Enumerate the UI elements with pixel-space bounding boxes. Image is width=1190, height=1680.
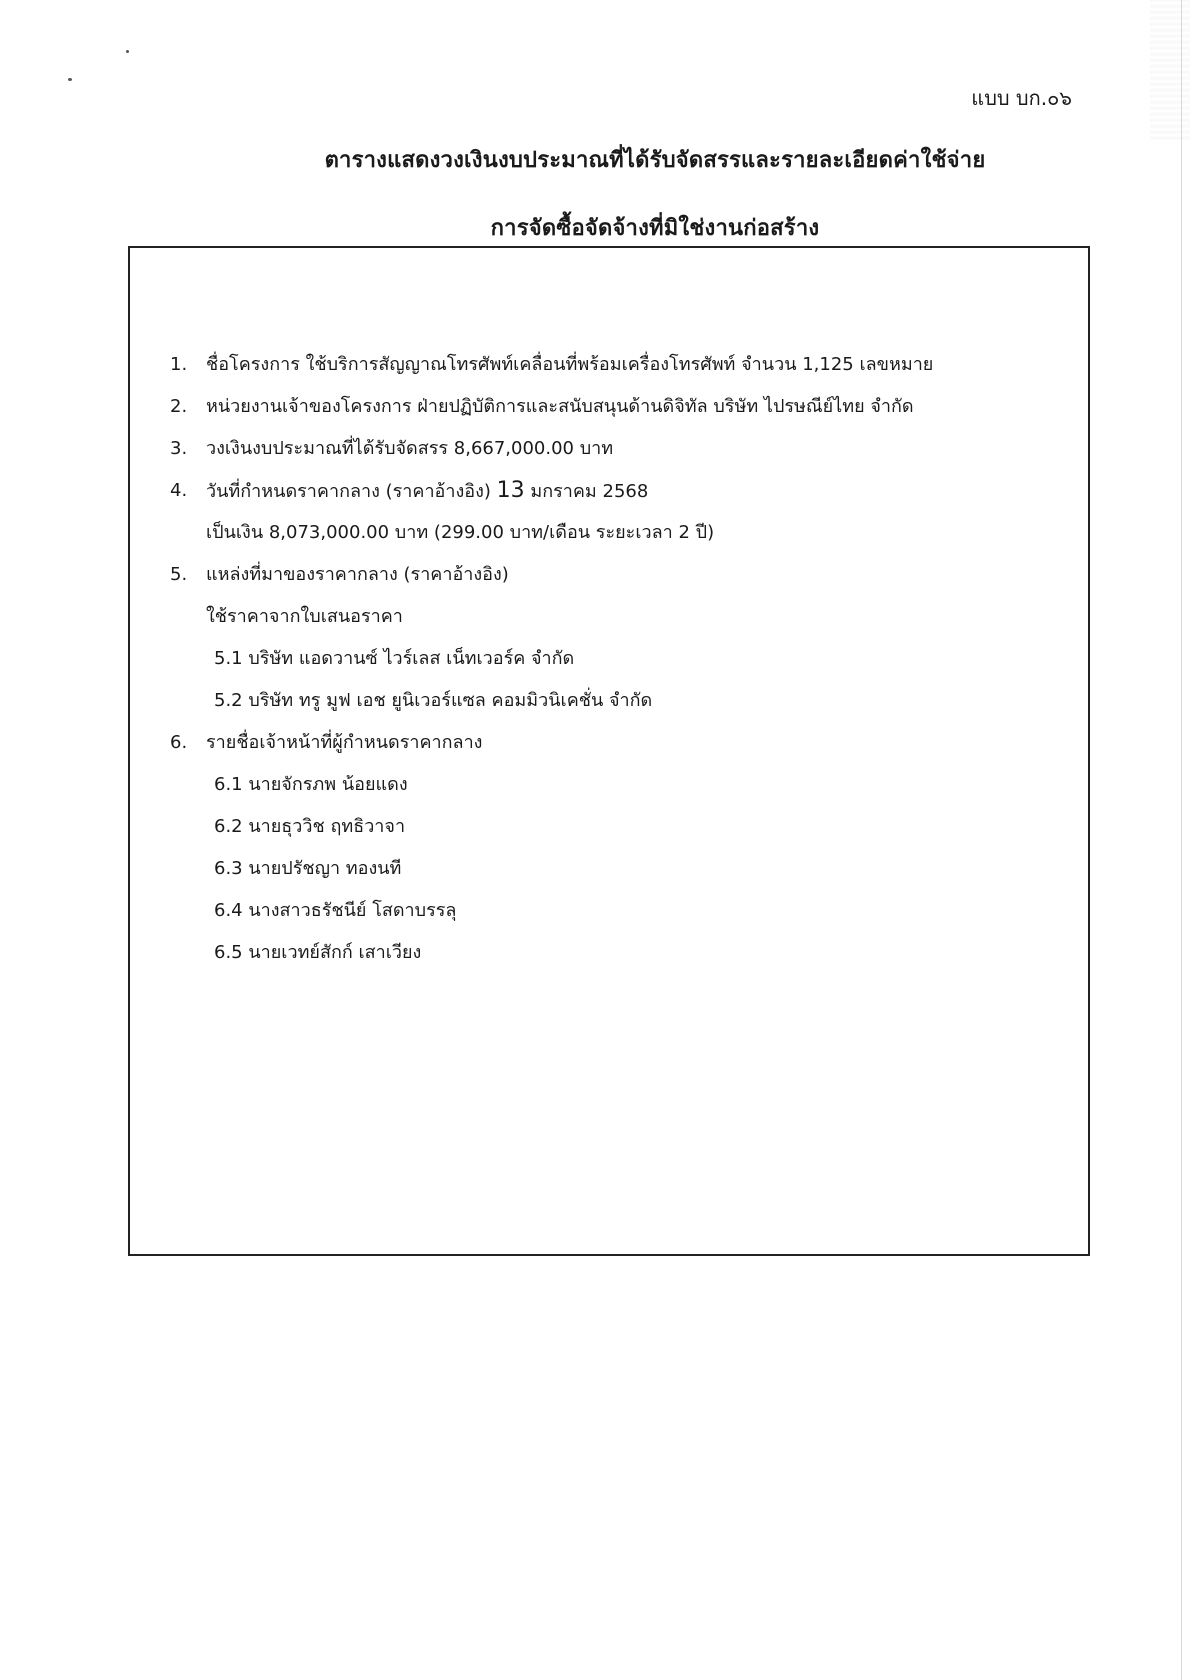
item-number: 6. xyxy=(170,732,188,753)
committee-heading: รายชื่อเจ้าหน้าที่ผู้กำหนดราคากลาง xyxy=(206,732,483,753)
date-label: วันที่กำหนดราคากลาง (ราคาอ้างอิง) xyxy=(206,481,497,502)
scan-edge-line xyxy=(1181,0,1182,1680)
item-6-3 xyxy=(170,848,1070,890)
content-box xyxy=(128,246,1090,1256)
item-2 xyxy=(170,386,1070,428)
quote-company: 5.2 บริษัท ทรู มูฟ เอช ยูนิเวอร์แซล คอมมิวนิเคชั่น จำกัด xyxy=(214,690,653,711)
committee-member: 6.1 นายจักรภพ น้อยแดง xyxy=(214,774,408,795)
document-subtitle: การจัดซื้อจัดจ้างที่มิใช่งานก่อสร้าง xyxy=(490,216,820,241)
item-number: 4. xyxy=(170,480,188,501)
project-owner: หน่วยงานเจ้าของโครงการ ฝ่ายปฏิบัติการและสนับสนุนด้านดิจิทัล บริษัท ไปรษณีย์ไทย จำกัด xyxy=(206,396,914,417)
item-list xyxy=(170,344,1070,974)
item-5-1 xyxy=(170,638,1070,680)
document-title: ตารางแสดงวงเงินงบประมาณที่ได้รับจัดสรรและรายละเอียดค่าใช้จ่าย xyxy=(324,148,986,173)
committee-member: 6.3 นายปรัชญา ทองนที xyxy=(214,858,402,879)
item-5-note xyxy=(170,596,1070,638)
reference-price-amount: เป็นเงิน 8,073,000.00 บาท (299.00 บาท/เดือน ระยะเวลา 2 ปี) xyxy=(206,522,715,543)
item-5 xyxy=(170,554,1070,596)
committee-member: 6.4 นางสาวธรัชนีย์ โสดาบรรลุ xyxy=(214,900,457,921)
item-4-amount xyxy=(170,512,1070,554)
item-6-5 xyxy=(170,932,1070,974)
allocated-budget: วงเงินงบประมาณที่ได้รับจัดสรร 8,667,000.00 บาท xyxy=(206,438,614,459)
item-number: 5. xyxy=(170,564,188,585)
item-4 xyxy=(170,470,1070,512)
scan-speck xyxy=(68,78,72,81)
item-5-2 xyxy=(170,680,1070,722)
quote-company: 5.1 บริษัท แอดวานซ์ ไวร์เลส เน็ทเวอร์ค จำกัด xyxy=(214,648,575,669)
item-1 xyxy=(170,344,1070,386)
date-day: 13 xyxy=(496,478,525,503)
item-number: 3. xyxy=(170,438,188,459)
scan-speck xyxy=(126,50,129,53)
committee-member: 6.5 นายเวทย์สักก์ เสาเวียง xyxy=(214,942,422,963)
form-code: แบบ บก.๐๖ xyxy=(971,86,1072,110)
item-number: 1. xyxy=(170,354,188,375)
item-3 xyxy=(170,428,1070,470)
date-month-year: มกราคม 2568 xyxy=(524,481,649,502)
item-number: 2. xyxy=(170,396,188,417)
price-source-note: ใช้ราคาจากใบเสนอราคา xyxy=(206,606,403,627)
reference-price-date xyxy=(206,470,648,513)
price-source: แหล่งที่มาของราคากลาง (ราคาอ้างอิง) xyxy=(206,564,509,585)
item-6 xyxy=(170,722,1070,764)
item-6-2 xyxy=(170,806,1070,848)
project-name: ชื่อโครงการ ใช้บริการสัญญาณโทรศัพท์เคลื่อนที่พร้อมเครื่องโทรศัพท์ จำนวน 1,125 เลขหมาย xyxy=(206,354,934,375)
item-6-1 xyxy=(170,764,1070,806)
committee-member: 6.2 นายธุววิช ฤทธิวาจา xyxy=(214,816,406,837)
item-6-4 xyxy=(170,890,1070,932)
scan-edge-noise xyxy=(1150,0,1190,140)
